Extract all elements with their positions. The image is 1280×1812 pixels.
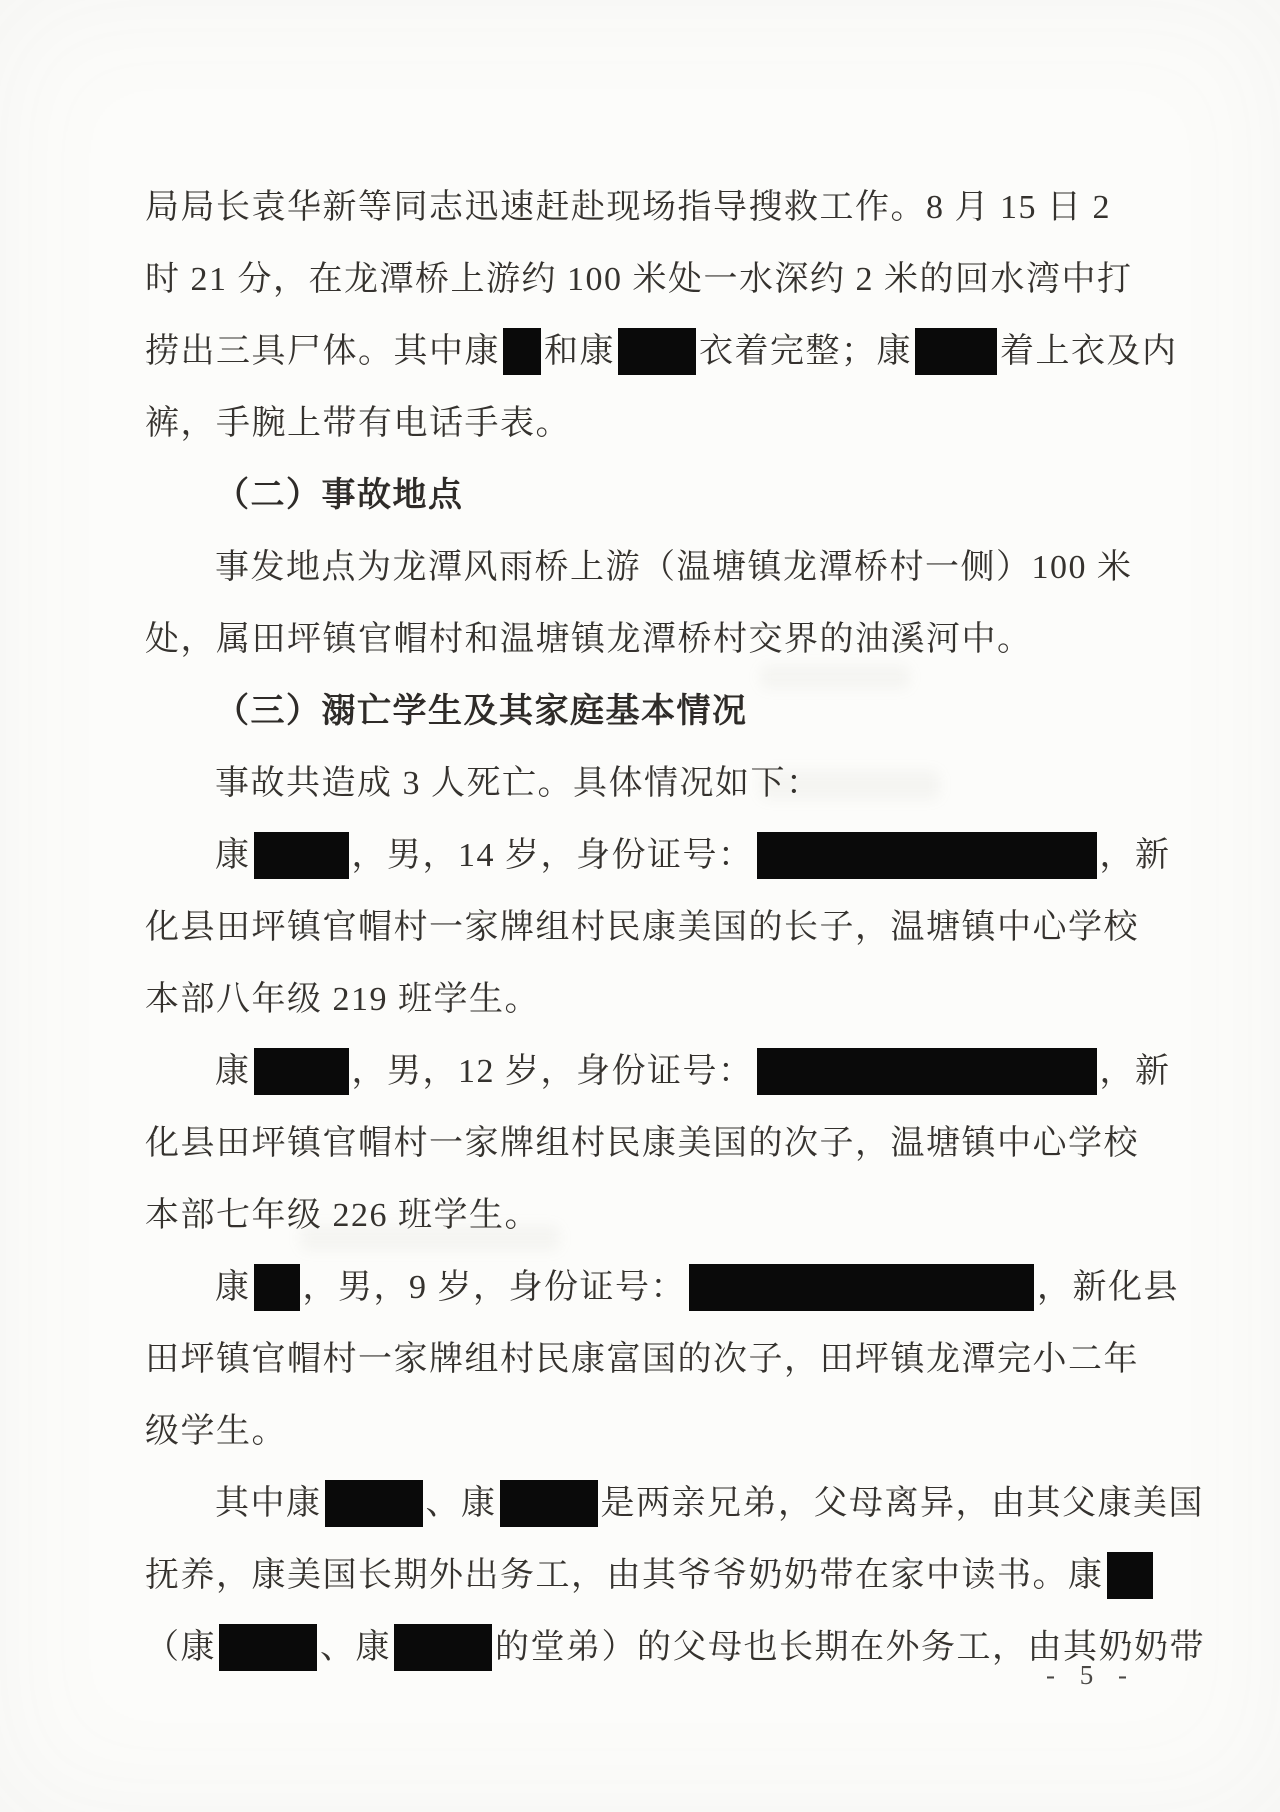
text-run: 、康: [425, 1485, 497, 1522]
text-run: ，男，14 岁，身份证号：: [351, 837, 754, 874]
location-paragraph-line-2: [145, 604, 1145, 676]
text-run: 是两亲兄弟，父母离异，由其父康美国: [600, 1485, 1204, 1522]
page-number: - 5 -: [1046, 1660, 1136, 1690]
text-run: 、康: [320, 1629, 391, 1666]
text-run: 康: [215, 837, 251, 874]
text-run: 事发地点为龙潭风雨桥上游（温塘镇龙潭桥村一侧）100 米: [215, 549, 1133, 586]
victim-1-line-1: [145, 820, 1171, 892]
redaction-bar: [757, 832, 1097, 879]
victim-2-line-2: [145, 1108, 1145, 1180]
rescue-paragraph-line-2: [145, 244, 1145, 316]
redaction-bar: [500, 1480, 598, 1527]
text-run: 事故共造成 3 人死亡。具体情况如下：: [215, 765, 822, 802]
redaction-bar: [325, 1480, 423, 1527]
victim-3-line-3: [145, 1396, 1145, 1468]
victim-3-line-2: [145, 1324, 1145, 1396]
text-run: ，男，12 岁，身份证号：: [351, 1053, 754, 1090]
text-run: 抚养，康美国长期外出务工，由其爷爷奶奶带在家中读书。康: [145, 1557, 1104, 1594]
redaction-bar: [1107, 1552, 1153, 1599]
family-paragraph-line-1: [145, 1468, 1204, 1540]
text-run: 康: [215, 1269, 251, 1306]
text-run: 的堂弟）的父母也长期在外务工，由其奶奶带: [495, 1629, 1205, 1666]
redaction-bar: [219, 1624, 317, 1671]
victim-2-line-3: [145, 1180, 1145, 1252]
redaction-bar: [254, 1048, 349, 1095]
rescue-paragraph-line-3: [145, 316, 1178, 388]
section-3-heading: [145, 676, 1145, 748]
section-2-heading: [145, 460, 1145, 532]
redaction-bar: [254, 832, 349, 879]
text-run: ，新: [1099, 837, 1171, 874]
text-run: ，新化县: [1037, 1269, 1179, 1306]
text-run: ，男，9 岁，身份证号：: [302, 1269, 686, 1306]
text-run: 本部七年级 226 班学生。: [145, 1197, 540, 1234]
rescue-paragraph-line-1: [145, 172, 1145, 244]
text-run: 化县田坪镇官帽村一家牌组村民康美国的长子，温塘镇中心学校: [145, 909, 1139, 946]
redaction-bar: [689, 1264, 1034, 1311]
text-run: 处，属田坪镇官帽村和温塘镇龙潭桥村交界的油溪河中。: [145, 621, 1033, 658]
text-run: 级学生。: [145, 1413, 287, 1450]
victim-3-line-1: [145, 1252, 1179, 1324]
text-run: ，新: [1099, 1053, 1171, 1090]
text-run: 和康: [544, 333, 615, 370]
text-run: 本部八年级 219 班学生。: [145, 981, 540, 1018]
text-run: （二）事故地点: [215, 477, 464, 514]
text-run: 时 21 分，在龙潭桥上游约 100 米处一水深约 2 米的回水湾中打: [145, 261, 1133, 298]
redaction-bar: [757, 1048, 1097, 1095]
text-run: 裤，手腕上带有电话手表。: [145, 405, 571, 442]
text-run: 捞出三具尸体。其中康: [145, 333, 500, 370]
family-paragraph-line-2: [145, 1540, 1145, 1612]
text-run: （康: [145, 1629, 216, 1666]
redaction-bar: [503, 328, 541, 375]
victim-2-line-1: [145, 1036, 1171, 1108]
casualty-summary-line: [145, 748, 1145, 820]
document-body: [145, 172, 1205, 1684]
rescue-paragraph-line-4: [145, 388, 1145, 460]
text-run: 康: [215, 1053, 251, 1090]
text-run: 化县田坪镇官帽村一家牌组村民康美国的次子，温塘镇中心学校: [145, 1125, 1139, 1162]
redaction-bar: [915, 328, 997, 375]
text-run: 衣着完整；康: [699, 333, 912, 370]
text-run: 其中康: [215, 1485, 322, 1522]
text-run: 田坪镇官帽村一家牌组村民康富国的次子，田坪镇龙潭完小二年: [145, 1341, 1139, 1378]
family-paragraph-line-3: [145, 1612, 1205, 1684]
victim-1-line-3: [145, 964, 1145, 1036]
text-run: 局局长袁华新等同志迅速赶赴现场指导搜救工作。8 月 15 日 2: [145, 189, 1111, 226]
text-run: 着上衣及内: [1000, 333, 1178, 370]
redaction-bar: [254, 1264, 300, 1311]
location-paragraph-line-1: [145, 532, 1145, 604]
text-run: （三）溺亡学生及其家庭基本情况: [215, 693, 748, 730]
redaction-bar: [618, 328, 696, 375]
victim-1-line-2: [145, 892, 1145, 964]
redaction-bar: [394, 1624, 492, 1671]
